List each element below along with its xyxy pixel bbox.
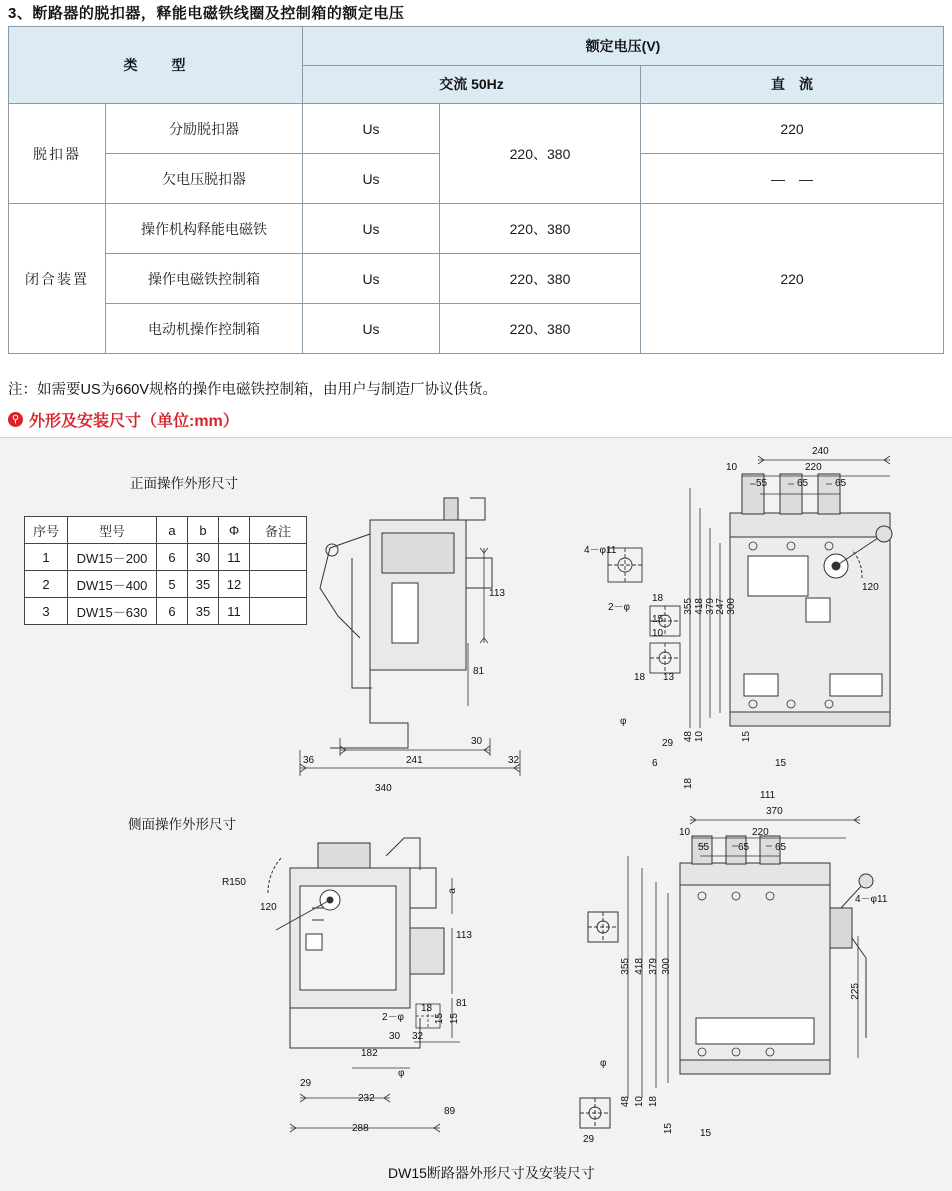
dim-55: 55 bbox=[756, 478, 768, 489]
dim-182: 182 bbox=[361, 1048, 378, 1059]
dim-81: 81 bbox=[473, 666, 485, 677]
spec-cell: DW15－200 bbox=[68, 544, 157, 571]
dim-65b: 65 bbox=[835, 478, 847, 489]
dim-113b: 113 bbox=[456, 930, 472, 941]
dim-220: 220 bbox=[805, 462, 822, 473]
spec-cell: DW15－630 bbox=[68, 598, 157, 625]
dim-300b: 300 bbox=[661, 958, 672, 975]
dim-370: 370 bbox=[766, 806, 783, 817]
dim-355b: 355 bbox=[620, 958, 631, 975]
dim-6: 6 bbox=[652, 758, 658, 769]
group-name-1: 闭合装置 bbox=[9, 204, 106, 354]
row-name: 操作机构释能电磁铁 bbox=[106, 204, 303, 254]
dim-418b: 418 bbox=[634, 958, 645, 975]
header-dc: 直 流 bbox=[641, 65, 944, 104]
header-rated-voltage: 额定电压(V) bbox=[303, 27, 944, 66]
dim-247: 247 bbox=[715, 598, 726, 615]
row-ac: 220、380 bbox=[440, 204, 641, 254]
spec-cell: 30 bbox=[188, 544, 219, 571]
dim-r150: R150 bbox=[222, 877, 246, 888]
front-face-view bbox=[730, 474, 892, 726]
spec-cell: 12 bbox=[219, 571, 250, 598]
row-dc: 220 bbox=[641, 204, 944, 354]
dim-18d: 18 bbox=[421, 1003, 433, 1014]
spec-cell: 6 bbox=[157, 598, 188, 625]
header-type: 类 型 bbox=[9, 27, 303, 104]
dim-288: 288 bbox=[352, 1123, 369, 1134]
spec-cell: 35 bbox=[188, 598, 219, 625]
dim-18a: 18 bbox=[652, 593, 664, 604]
dim-18c: 18 bbox=[683, 778, 694, 790]
dim-241: 241 bbox=[406, 755, 423, 766]
technical-drawing bbox=[0, 438, 952, 1191]
header-ac: 交流 50Hz bbox=[303, 65, 641, 104]
spec-header-5: 备注 bbox=[250, 517, 307, 544]
side-operation-profile bbox=[268, 838, 444, 1048]
dim-240: 240 bbox=[812, 446, 829, 457]
voltage-table bbox=[8, 26, 944, 354]
spec-header-3: b bbox=[188, 517, 219, 544]
dim-18b: 18 bbox=[634, 672, 646, 683]
row-name: 欠电压脱扣器 bbox=[106, 154, 303, 204]
spec-header-4: Φ bbox=[219, 517, 250, 544]
side-face-view bbox=[580, 836, 873, 1128]
drawing-caption: DW15断路器外形尺寸及安装尺寸 bbox=[388, 1165, 595, 1181]
dim-4-phi-11: 4－φ11 bbox=[584, 545, 617, 556]
row-name: 电动机操作控制箱 bbox=[106, 304, 303, 354]
dim-15c: 15 bbox=[775, 758, 787, 769]
dim-379b: 379 bbox=[648, 958, 659, 975]
dim-15g: 15 bbox=[700, 1128, 712, 1139]
spec-cell: 1 bbox=[25, 544, 68, 571]
dim-48b: 48 bbox=[620, 1096, 631, 1108]
dim-29c: 29 bbox=[583, 1134, 595, 1145]
dim-113: 113 bbox=[489, 588, 505, 599]
dim-10e: 10 bbox=[634, 1096, 645, 1108]
dim-a: a bbox=[447, 888, 458, 894]
dim-65a: 65 bbox=[797, 478, 809, 489]
row-us: Us bbox=[303, 104, 440, 154]
spec-cell: 11 bbox=[219, 598, 250, 625]
dim-15f: 15 bbox=[663, 1123, 674, 1135]
front-drawing-title: 正面操作外形尺寸 bbox=[130, 476, 238, 491]
spec-cell: 11 bbox=[219, 544, 250, 571]
dim-379: 379 bbox=[705, 598, 716, 615]
dim-30: 30 bbox=[471, 736, 483, 747]
spec-cell: DW15－400 bbox=[68, 571, 157, 598]
dim-300: 300 bbox=[726, 598, 737, 615]
dim-120b: 120 bbox=[260, 902, 277, 913]
dim-232: 232 bbox=[358, 1093, 375, 1104]
side-drawing-title: 侧面操作外形尺寸 bbox=[128, 817, 236, 832]
dim-15e: 15 bbox=[449, 1013, 460, 1025]
page-title: 3、断路器的脱扣器，释能电磁铁线圈及控制箱的额定电压 bbox=[8, 5, 405, 22]
dim-4-phi-11-b: 4－φ11 bbox=[855, 894, 888, 905]
table-row bbox=[9, 204, 944, 254]
dim-418: 418 bbox=[694, 598, 705, 615]
spec-cell: 5 bbox=[157, 571, 188, 598]
dim-29b: 29 bbox=[300, 1078, 312, 1089]
dim-15d: 15 bbox=[434, 1013, 445, 1025]
row-us: Us bbox=[303, 154, 440, 204]
front-side-profile bbox=[320, 498, 492, 748]
dim-phi-b: φ bbox=[398, 1068, 405, 1079]
dim-15b: 15 bbox=[741, 731, 752, 743]
dim-18e: 18 bbox=[648, 1096, 659, 1108]
search-icon: ⚲ bbox=[8, 412, 23, 427]
table-row bbox=[9, 104, 944, 154]
dim-phi-c: φ bbox=[600, 1058, 607, 1069]
row-name: 操作电磁铁控制箱 bbox=[106, 254, 303, 304]
dim-81b: 81 bbox=[456, 998, 468, 1009]
spec-header-2: a bbox=[157, 517, 188, 544]
dim-111: 111 bbox=[760, 790, 776, 801]
dim-13: 13 bbox=[663, 672, 675, 683]
row-ac: 220、380 bbox=[440, 304, 641, 354]
dim-120: 120 bbox=[862, 582, 879, 593]
dim-2-phi-b: 2－φ bbox=[382, 1012, 405, 1023]
spec-cell: 2 bbox=[25, 571, 68, 598]
dim-89: 89 bbox=[444, 1106, 456, 1117]
row-ac: 220、380 bbox=[440, 104, 641, 204]
spec-cell: 35 bbox=[188, 571, 219, 598]
dim-65d: 65 bbox=[775, 842, 787, 853]
dim-29: 29 bbox=[662, 738, 674, 749]
dim-10d: 10 bbox=[679, 827, 691, 838]
dim-36: 36 bbox=[303, 755, 315, 766]
dim-10: 10 bbox=[726, 462, 738, 473]
dim-355: 355 bbox=[683, 598, 694, 615]
spec-header-0: 序号 bbox=[25, 517, 68, 544]
row-us: Us bbox=[303, 204, 440, 254]
dim-48: 48 bbox=[683, 731, 694, 743]
dim-30b: 30 bbox=[389, 1031, 401, 1042]
table-note: 注：如需要US为660V规格的操作电磁铁控制箱，由用户与制造厂协议供货。 bbox=[8, 382, 498, 398]
row-us: Us bbox=[303, 304, 440, 354]
drawing-panel bbox=[0, 437, 952, 1191]
group-name-0: 脱扣器 bbox=[9, 104, 106, 204]
dim-15: 15 bbox=[652, 614, 664, 625]
dimensions-heading bbox=[8, 408, 239, 431]
dim-32: 32 bbox=[508, 755, 520, 766]
spec-cell: 6 bbox=[157, 544, 188, 571]
dim-10b: 10 bbox=[652, 628, 664, 639]
dim-340: 340 bbox=[375, 783, 392, 794]
row-us: Us bbox=[303, 254, 440, 304]
dim-65c: 65 bbox=[738, 842, 750, 853]
dim-225: 225 bbox=[850, 983, 861, 1000]
spec-header-1: 型号 bbox=[68, 517, 157, 544]
dim-phi: φ bbox=[620, 716, 627, 727]
dim-2-phi: 2－φ bbox=[608, 602, 631, 613]
row-name: 分励脱扣器 bbox=[106, 104, 303, 154]
row-ac: 220、380 bbox=[440, 254, 641, 304]
dim-32b: 32 bbox=[412, 1031, 424, 1042]
dimensions-heading-text: 外形及安装尺寸（单位:mm） bbox=[29, 413, 239, 430]
dim-55b: 55 bbox=[698, 842, 710, 853]
row-dc: 220 bbox=[641, 104, 944, 154]
dim-10c: 10 bbox=[694, 731, 705, 743]
spec-cell: 3 bbox=[25, 598, 68, 625]
dim-220b: 220 bbox=[752, 827, 769, 838]
row-dc: — — bbox=[641, 154, 944, 204]
